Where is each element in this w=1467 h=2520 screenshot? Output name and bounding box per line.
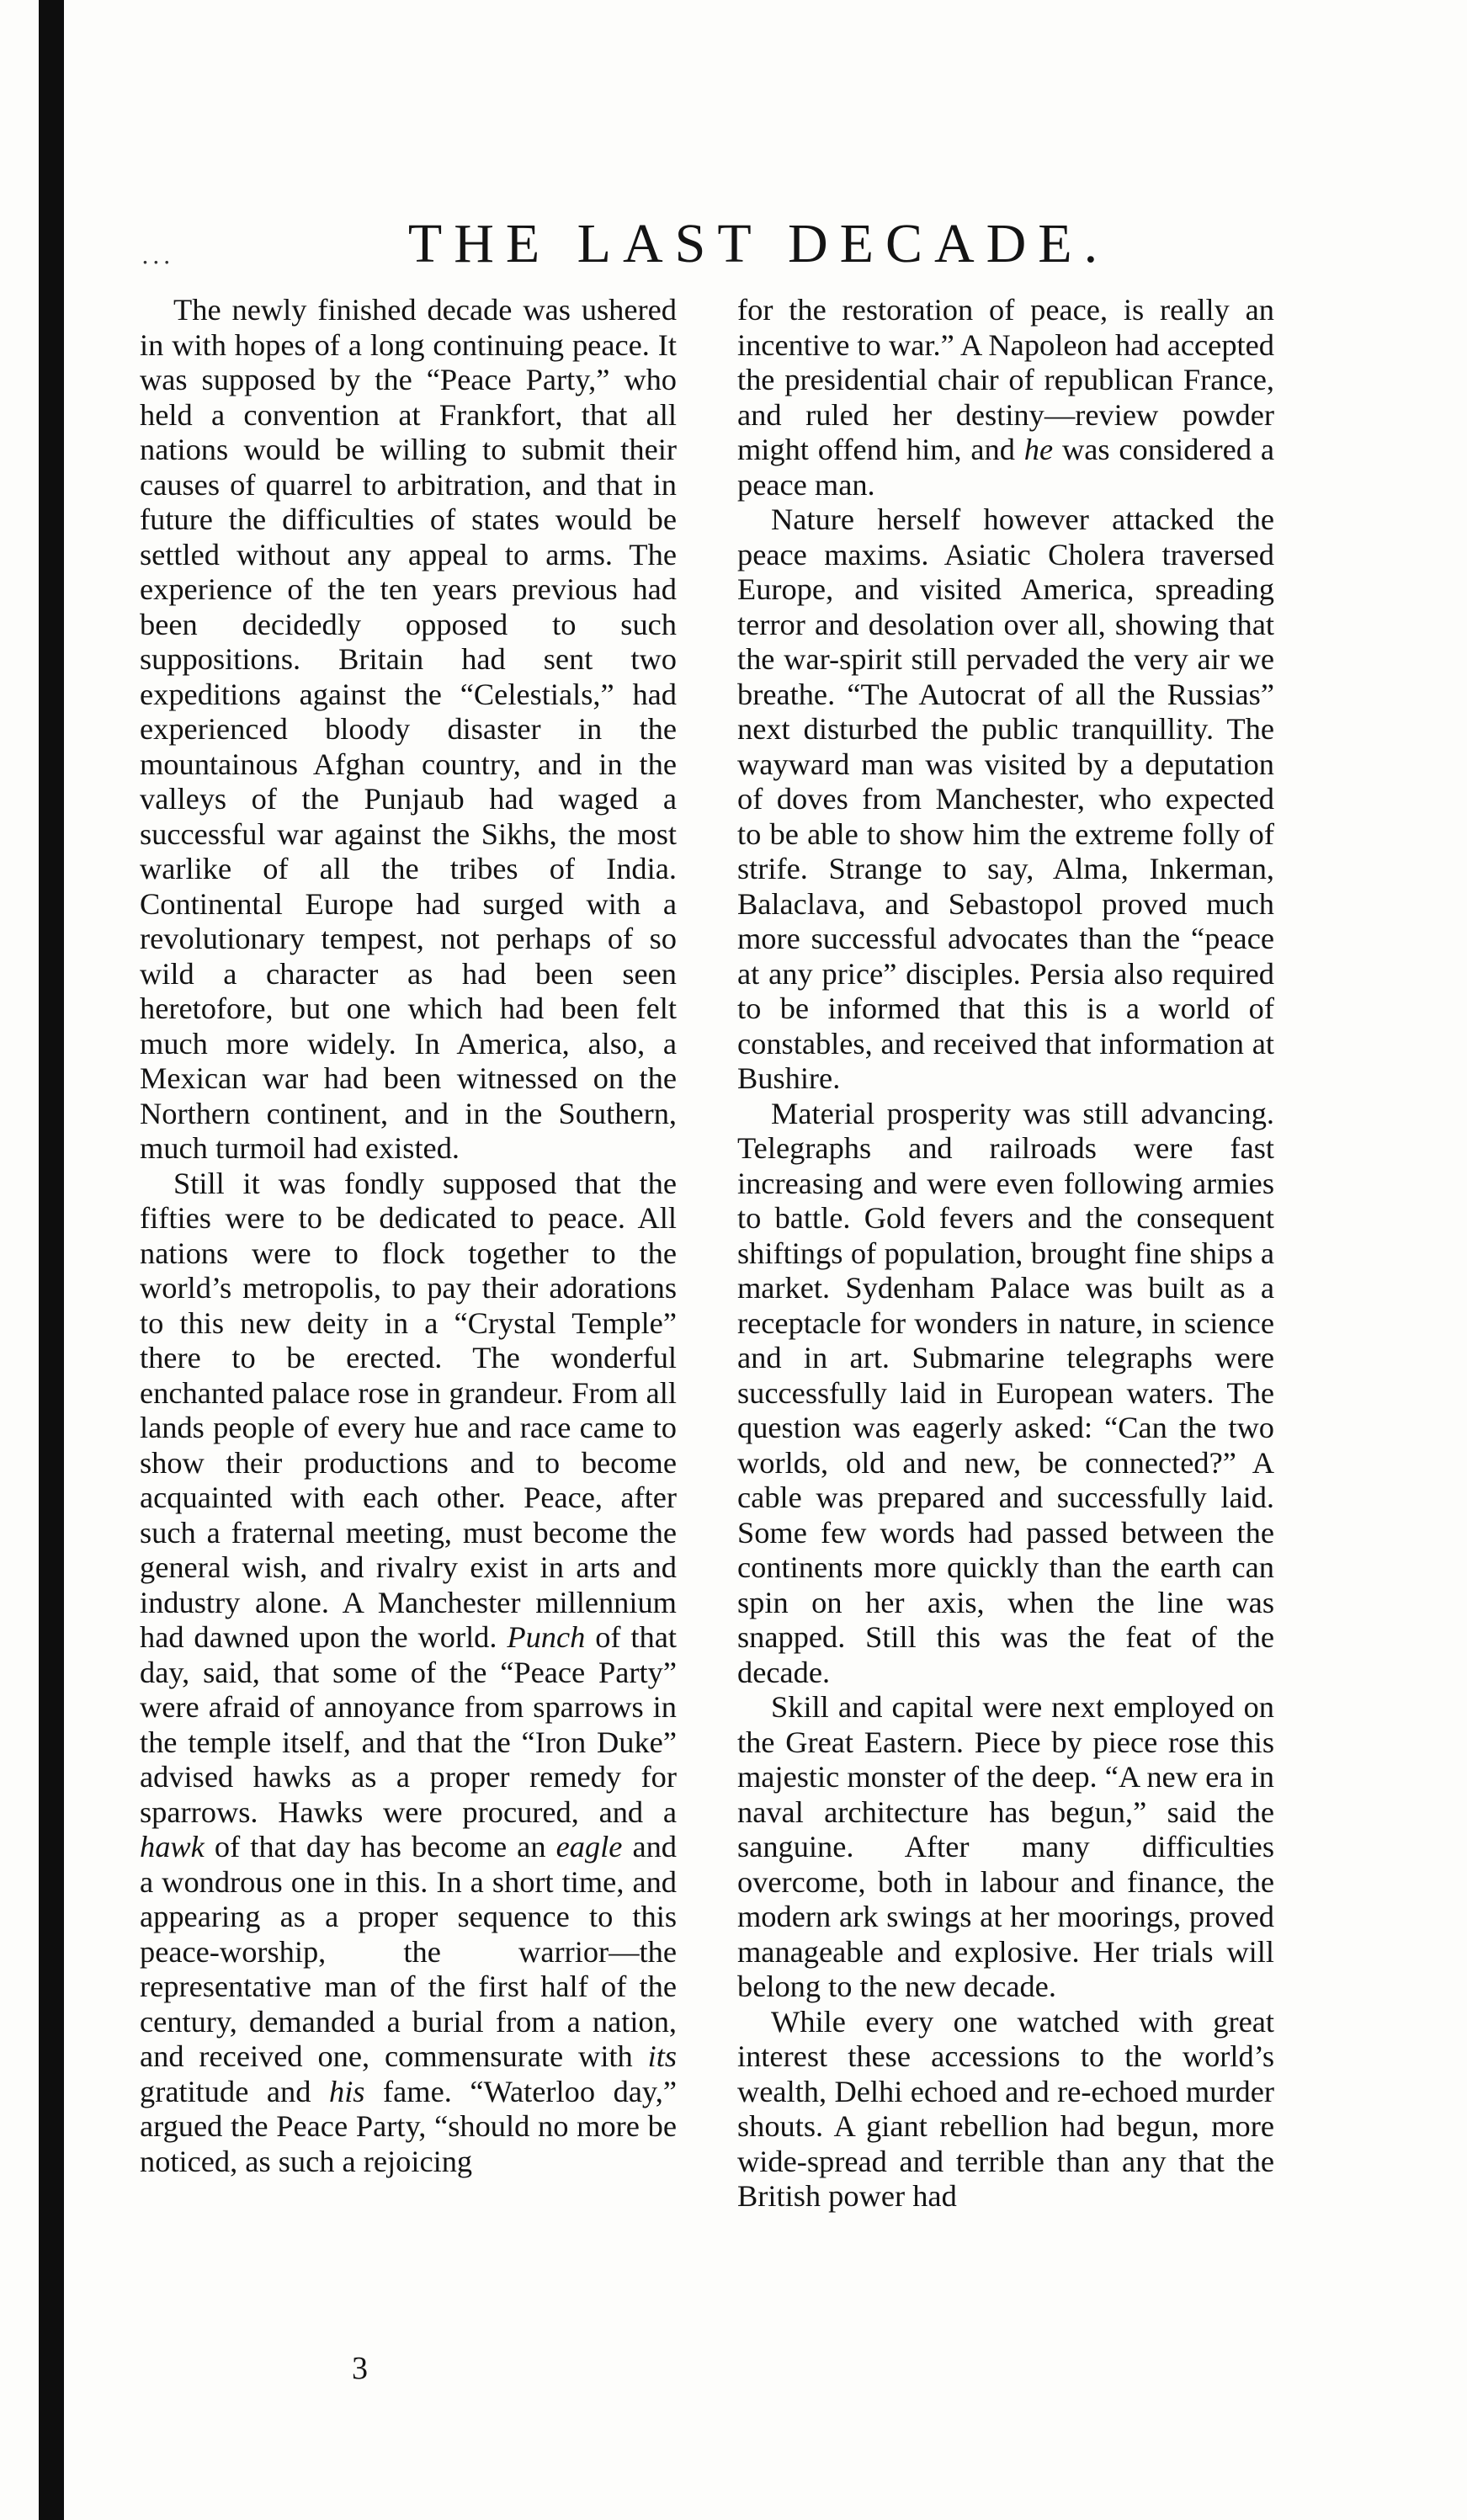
paragraph: Skill and capital were next employed on the Great Eastern. Piece by piece rose this majestic monster of the deep. “A new era in naval architecture has begun,” said the sanguine. After many difficulties overcome, both in labour and finance, the modern ark swings at her moorings, proved manageable and explosive. Her trials will belong to the new decade.	[737, 1690, 1274, 2003]
left-column	[140, 293, 677, 2179]
paragraph: Material prosperity was still advancing. Telegraphs and railroads were fast increasing and were even following armies to battle. Gold fevers and the consequent shiftings of population, brought fine ships a market. Sydenham Palace was built as a receptacle for wonders in nature, in science and in art. Submarine telegraphs were successfully laid in European waters. The question was eagerly asked: “Can the two worlds, old and new, be connected?” A cable was prepared and successfully laid. Some few words had passed between the continents more quickly than the earth can spin on her axis, when the line was snapped. Still this was the feat of the decade.	[737, 1096, 1274, 1689]
right-column	[737, 293, 1274, 2214]
emphasis: his	[329, 2074, 365, 2108]
emphasis: eagle	[555, 1830, 623, 1863]
page-title: THE LAST DECADE.	[407, 213, 1110, 274]
paragraph: Still it was fondly supposed that the fifties were to be dedicated to peace. All nations were to flock together to the world’s metropolis, to pay their adorations to this new deity in a “Crystal Temple” there to be erected. The wonderful enchanted palace rose in grandeur. From all lands people of every hue and race came to show their productions and to become acquainted with each other. Peace, after such a fraternal meeting, must become the general wish, and rivalry exist in arts and industry alone. A Manchester millennium had dawned upon the world. Punch of that day, said, that some of the “Peace Party” were afraid of annoyance from sparrows in the temple itself, and that the “Iron Duke” advised hawks as a proper remedy for sparrows. Hawks were procured, and a hawk of that day has become an eagle and a wondrous one in this. In a short time, and appearing as a proper sequence to this peace-worship, the warrior—the representative man of the first half of the century, demanded a burial from a nation, and received one, commensurate with its gratitude and his fame. “Waterloo day,” argued the Peace Party, “should no more be noticed, as such a rejoicing	[140, 1166, 677, 2178]
emphasis: he	[1023, 433, 1054, 466]
emphasis: hawk	[140, 1830, 205, 1863]
paragraph: Nature herself however attacked the peace maxims. Asiatic Cholera traversed Europe, and visited America, spreading terror and desolation over all, showing that the war-spirit still pervaded the very air we breathe. “The Autocrat of all the Russias” next disturbed the public tranquillity. The wayward man was visited by a deputation of doves from Manchester, who expected to be able to show him the extreme folly of strife. Strange to say, Alma, Inkerman, Balaclava, and Sebastopol proved much more successful advocates than the “peace at any price” disciples. Persia also required to be informed that this is a world of constables, and received that information at Bushire.	[737, 502, 1274, 1095]
paragraph: The newly finished decade was ushered in with hopes of a long continuing peace. It was supposed by the “Peace Party,” who held a convention at Frankfort, that all nations would be willing to submit their causes of quarrel to arbitration, and that in future the difficulties of states would be settled without any appeal to arms. The experience of the ten years previous had been decidedly opposed to such suppositions. Britain had sent two expeditions against the “Celestials,” had experienced bloody disaster in the mountainous Afghan country, and in the valleys of the Punjaub had waged a successful war against the Sikhs, the most warlike of all the tribes of India. Continental Europe had surged with a revolutionary tempest, not perhaps of so wild a character as had been seen heretofore, but one which had been felt much more widely. In America, also, a Mexican war had been witnessed on the Northern continent, and in the Southern, much turmoil had existed.	[140, 293, 677, 1165]
page-number: 3	[352, 2351, 368, 2386]
header-ornament: ...	[141, 242, 174, 269]
emphasis: Punch	[507, 1620, 586, 1654]
paragraph: While every one watched with great interest these accessions to the world’s wealth, Delhi echoed and re-echoed murder shouts. A giant rebellion had begun, more wide-spread and terrible than any that the British power had	[737, 2004, 1274, 2213]
paragraph: for the restoration of peace, is really an incentive to war.” A Napoleon had accepted the presidential chair of republican France, and ruled her destiny—review powder might offend him, and he was considered a peace man.	[737, 293, 1274, 502]
emphasis: its	[647, 2039, 677, 2073]
binding-edge	[39, 0, 64, 2520]
